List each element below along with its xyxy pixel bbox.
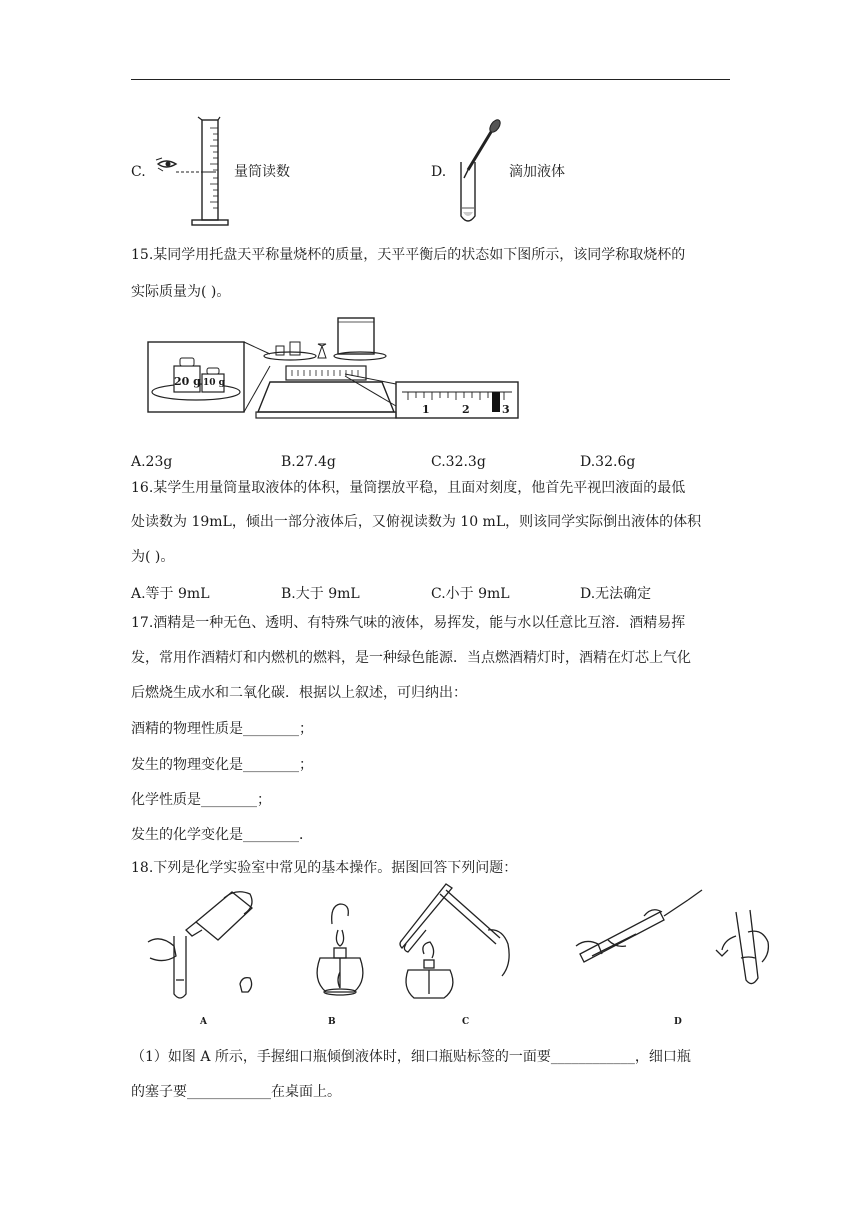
q16-line3: 为( )。 (131, 549, 175, 565)
q15-option-a: A.23g (131, 454, 173, 470)
q15-option-b: B.27.4g (281, 454, 336, 470)
scale-tick-2: 2 (462, 403, 470, 416)
scale-tick-3: 3 (502, 403, 510, 416)
q17-blank-chemical-change: 发生的化学变化是________． (131, 827, 313, 843)
q16-line1: 16.某学生用量筒量取液体的体积，量筒摆放平稳，且面对刻度，他首先平视凹液面的最低 (131, 480, 686, 496)
lab-operations-illustration (140, 884, 782, 1014)
q16-option-b: B.大于 9mL (281, 586, 360, 602)
weight-10g-label: 10 g (203, 378, 225, 388)
header-rule (131, 79, 730, 80)
q16-option-a: A.等于 9mL (131, 586, 210, 602)
q17-blank-physical-property: 酒精的物理性质是________； (131, 721, 313, 737)
option-d-caption: 滴加液体 (509, 164, 565, 180)
figure-d-dropper-shaking (576, 890, 768, 984)
figure-label-a: A (200, 1017, 207, 1027)
figure-label-c: C (462, 1017, 470, 1027)
q17-line2: 发，常用作酒精灯和内燃机的燃料，是一种绿色能源．当点燃酒精灯时，酒精在灯芯上气化 (131, 650, 691, 666)
dropper-adding-liquid-illustration (455, 116, 515, 228)
q16-option-d: D.无法确定 (580, 586, 652, 602)
q15-option-d: D.32.6g (580, 454, 636, 470)
q17-line1: 17.酒精是一种无色、透明、有特殊气味的液体，易挥发，能与水以任意比互溶．酒精易挥 (131, 615, 686, 631)
figure-a-pouring (148, 892, 252, 998)
q18-line1: 18.下列是化学实验室中常见的基本操作。据图回答下列问题： (131, 860, 518, 876)
q17-blank-physical-change: 发生的物理变化是________； (131, 757, 313, 773)
q18-sub1-line1: （1）如图 A 所示，手握细口瓶倾倒液体时，细口瓶贴标签的一面要____________，细口瓶 (131, 1049, 691, 1065)
figure-label-b: B (328, 1017, 336, 1027)
q15-line2: 实际质量为( )。 (131, 284, 231, 300)
figure-label-d: D (674, 1017, 682, 1027)
scale-tick-1: 1 (422, 403, 430, 416)
option-c-caption: 量筒读数 (234, 164, 290, 180)
q18-sub1-line2: 的塞子要____________在桌面上。 (131, 1084, 341, 1100)
figure-c-heating-tube (400, 884, 509, 998)
q17-blank-chemical-property: 化学性质是________； (131, 792, 271, 808)
q17-line3: 后燃烧生成水和二氧化碳．根据以上叙述，可归纳出： (131, 685, 467, 701)
q16-line2: 处读数为 19mL，倾出一部分液体后，又俯视读数为 10 mL，则该同学实际倒出液体的体积 (131, 514, 702, 530)
graduated-cylinder-reading-illustration (150, 116, 240, 228)
q15-line1: 15.某同学用托盘天平称量烧杯的质量，天平平衡后的状态如下图所示，该同学称取烧杯的 (131, 247, 686, 263)
option-c-letter: C. (131, 164, 146, 180)
option-d-letter: D. (431, 164, 447, 180)
q15-option-c: C.32.3g (431, 454, 486, 470)
weight-20g-label: 20 g (174, 375, 201, 388)
figure-b-alcohol-lamp (317, 904, 363, 995)
q16-option-c: C.小于 9mL (431, 586, 510, 602)
